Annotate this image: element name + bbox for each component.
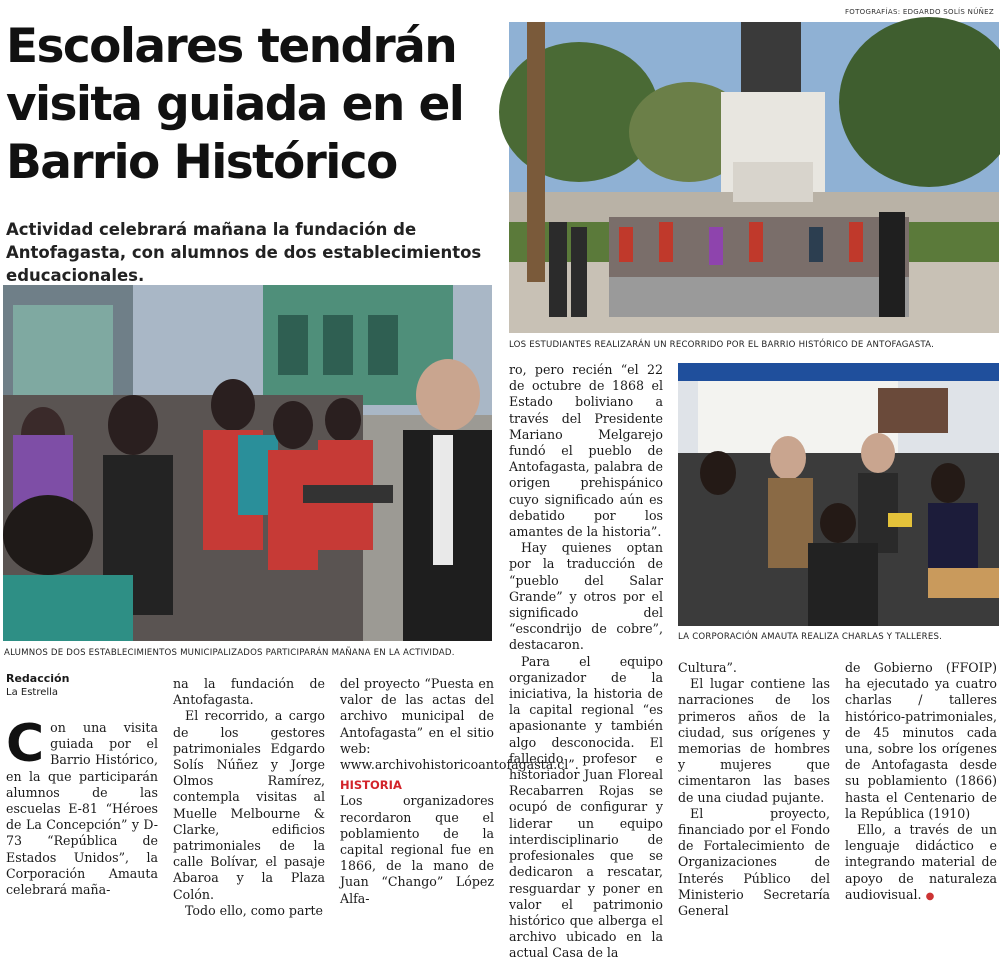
- body-col2-p2: El recorrido, a cargo de los gestores patrimoniales Edgardo Solís Núñez y Jorge Olmos Ramírez, contempla visitas al Muelle Melbourne & Clarke, edificios patrimoniales de la calle Bolívar, el pasaje Abaroa y la Plaza Colón.: [173, 708, 325, 902]
- body-column-6: [845, 660, 997, 905]
- caption-main-photo: ALUMNOS DE DOS ESTABLECIMIENTOS MUNICIPALIZADOS PARTICIPARÁN MAÑANA EN LA ACTIVIDAD.: [4, 648, 455, 658]
- photo-classroom: [678, 363, 999, 626]
- byline: [6, 672, 69, 699]
- body-col1-text: on una visita guiada por el Barrio Histórico, en la que participarán alumnos de las escuelas E-81 “Héroes de La Concepción” y D-73 “República de Estados Unidos”, la Corporación Amauta celebrará maña-: [6, 720, 158, 898]
- body-col2-p1: na la fundación de Antofagasta.: [173, 676, 325, 708]
- body-col4-p1: ro, pero recién “el 22 de octubre de 1868 el Estado boliviano a través del Presidente Mariano Melgarejo fundó el pueblo de Antofagasta, palabra de origen prehispánico cuyo significado aún es debatido por los amantes de la historia”.: [509, 362, 663, 540]
- body-col6-p1: de Gobierno (FFOIP) ha ejecutado ya cuatro charlas / talleres histórico-patrimoniales, de 45 minutos cada una, sobre los orígenes de Antofagasta desde su poblamiento (1866) hasta el Centenario de la República (1910): [845, 660, 997, 821]
- subhead-historia: HISTORIA: [340, 778, 402, 793]
- body-col5-p3: El proyecto, financiado por el Fondo de Fortalecimiento de Organizaciones de Interés Público del Ministerio Secretaría General: [678, 805, 830, 919]
- body-col5-p1: Cultura”.: [678, 660, 737, 675]
- body-col4-p2: Hay quienes optan por la traducción de “pueblo del Salar Grande” y otros por el significado del “escondrijo de cobre”, destacaron.: [509, 540, 663, 653]
- body-col3-p2: Los organizadores recordaron que el poblamiento de la capital regional fue en 1866, de la mano de Juan “Chango” López Alfa-: [340, 793, 494, 906]
- caption-top-photo: LOS ESTUDIANTES REALIZARÁN UN RECORRIDO POR EL BARRIO HISTÓRICO DE ANTOFAGASTA.: [509, 340, 935, 350]
- byline-publication: La Estrella: [6, 687, 59, 698]
- body-column-3: [340, 676, 579, 907]
- photo-students-street: [3, 285, 492, 641]
- body-col2-p3: Todo ello, como parte: [185, 902, 324, 918]
- article-lead: Actividad celebrará mañana la fundación de Antofagasta, con alumnos de dos establecimientos educacionales.: [6, 220, 482, 285]
- photo-credit: FOTOGRAFÍAS: EDGARDO SOLÍS NÚÑEZ: [844, 8, 994, 16]
- byline-name: Redacción: [6, 672, 70, 685]
- body-column-4: [509, 362, 663, 962]
- caption-class-photo: LA CORPORACIÓN AMAUTA REALIZA CHARLAS Y TALLERES.: [678, 632, 943, 642]
- body-column-2: [173, 676, 325, 919]
- body-col6-p2: Ello, a través de un lenguaje didáctico e integrando material de apoyo de naturaleza audiovisual.: [845, 822, 997, 902]
- body-column-5: [678, 660, 830, 919]
- body-column-1: [6, 714, 158, 898]
- body-col3-p1: del proyecto “Puesta en valor de las actas del archivo municipal de Antofagasta” en el sitio web: www.archivohistoricoantofagasta.cl”.: [340, 676, 579, 773]
- body-col4-p3: Para el equipo organizador de la iniciativa, la historia de la capital regional “es apasionante y también algo desconocida. El fallecido profesor e historiador Juan Floreal Recabarren Rojas se ocupó de configurar y liderar un equipo interdisciplinario de profesionales que se dedicaron a rescatar, resguardar y poner en valor el patrimonio histórico que alberga el archivo ubicado en la actual Casa de la: [509, 653, 663, 961]
- drop-cap: C: [6, 714, 45, 774]
- photo-students-monument: [509, 22, 999, 333]
- end-mark-icon: ●: [925, 890, 935, 902]
- body-col5-p2: El lugar contiene las narraciones de los primeros años de la ciudad, sus orígenes y memorias de hombres y mujeres que cimentaron las bases de una ciudad pujante.: [678, 676, 830, 805]
- article-headline: Escolares tendrán visita guiada en el Barrio Histórico: [6, 19, 464, 190]
